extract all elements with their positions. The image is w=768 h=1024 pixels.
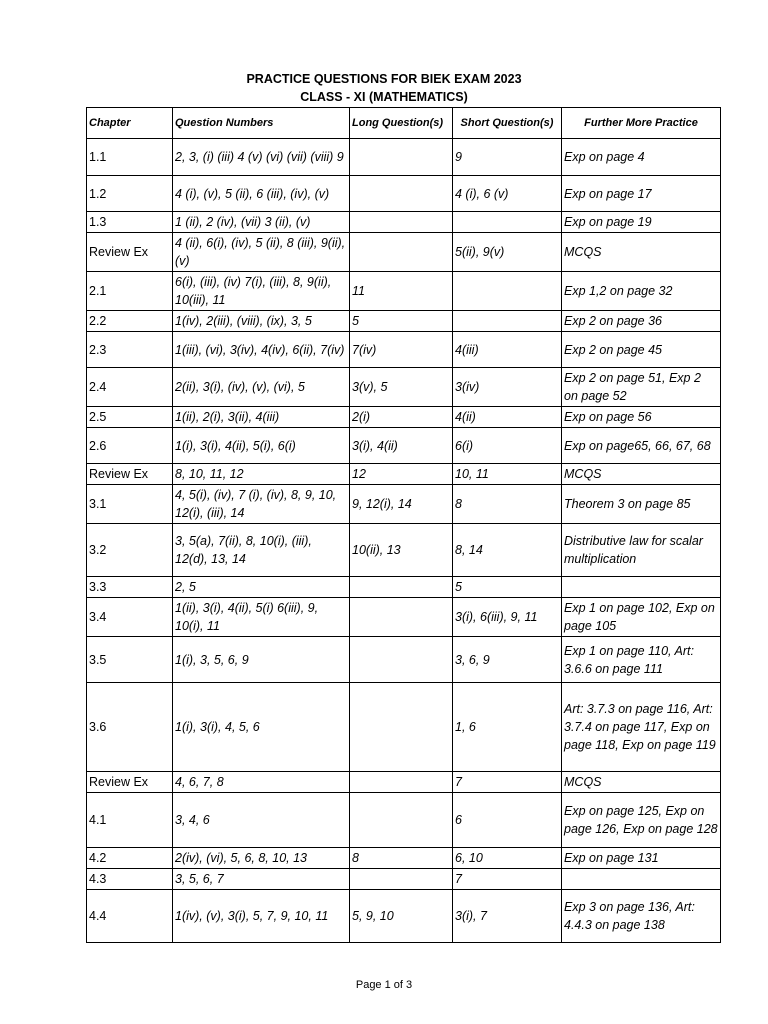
cell-chapter: 4.4 xyxy=(87,890,173,943)
cell-long-questions: 7(iv) xyxy=(350,332,453,368)
cell-further-practice: Exp 2 on page 36 xyxy=(562,311,721,332)
cell-long-questions: 2(i) xyxy=(350,407,453,428)
cell-question-numbers: 4, 6, 7, 8 xyxy=(173,772,350,793)
document-title: PRACTICE QUESTIONS FOR BIEK EXAM 2023 xyxy=(246,72,522,86)
cell-chapter: 1.2 xyxy=(87,176,173,212)
cell-short-questions: 8 xyxy=(453,485,562,524)
table-row xyxy=(87,598,721,637)
cell-short-questions: 5(ii), 9(v) xyxy=(453,233,562,272)
cell-long-questions: 11 xyxy=(350,272,453,311)
cell-short-questions: 9 xyxy=(453,139,562,176)
cell-short-questions: 4(iii) xyxy=(453,332,562,368)
cell-further-practice xyxy=(562,869,721,890)
table-row xyxy=(87,848,721,869)
cell-long-questions xyxy=(350,683,453,772)
cell-long-questions xyxy=(350,577,453,598)
cell-question-numbers: 1 (ii), 2 (iv), (vii) 3 (ii), (v) xyxy=(173,212,350,233)
cell-chapter: 2.4 xyxy=(87,368,173,407)
header-chapter: Chapter xyxy=(87,108,173,139)
cell-short-questions xyxy=(453,212,562,233)
cell-short-questions: 4(ii) xyxy=(453,407,562,428)
cell-further-practice: Exp 1 on page 110, Art: 3.6.6 on page 111 xyxy=(562,637,721,683)
document-subtitle: CLASS - XI (MATHEMATICS) xyxy=(300,90,468,104)
cell-question-numbers: 1(i), 3, 5, 6, 9 xyxy=(173,637,350,683)
cell-long-questions xyxy=(350,598,453,637)
cell-further-practice: Exp 2 on page 51, Exp 2 on page 52 xyxy=(562,368,721,407)
cell-long-questions: 10(ii), 13 xyxy=(350,524,453,577)
cell-question-numbers: 1(ii), 3(i), 4(ii), 5(i) 6(iii), 9, 10(i), 11 xyxy=(173,598,350,637)
header-long-questions: Long Question(s) xyxy=(350,108,453,139)
header-short-questions: Short Question(s) xyxy=(453,108,562,139)
cell-further-practice: Exp 3 on page 136, Art: 4.4.3 on page 138 xyxy=(562,890,721,943)
cell-question-numbers: 1(iv), (v), 3(i), 5, 7, 9, 10, 11 xyxy=(173,890,350,943)
cell-further-practice: Distributive law for scalar multiplication xyxy=(562,524,721,577)
table-row xyxy=(87,311,721,332)
cell-further-practice: Exp on page 4 xyxy=(562,139,721,176)
cell-chapter: 3.3 xyxy=(87,577,173,598)
cell-chapter: 3.5 xyxy=(87,637,173,683)
cell-further-practice xyxy=(562,577,721,598)
table-row xyxy=(87,683,721,772)
cell-further-practice: Exp on page 56 xyxy=(562,407,721,428)
cell-short-questions: 3(iv) xyxy=(453,368,562,407)
cell-short-questions: 6 xyxy=(453,793,562,848)
cell-short-questions: 8, 14 xyxy=(453,524,562,577)
table-row xyxy=(87,139,721,176)
cell-question-numbers: 2(ii), 3(i), (iv), (v), (vi), 5 xyxy=(173,368,350,407)
cell-short-questions xyxy=(453,272,562,311)
table-row xyxy=(87,793,721,848)
cell-question-numbers: 1(iv), 2(iii), (viii), (ix), 3, 5 xyxy=(173,311,350,332)
cell-chapter: 1.1 xyxy=(87,139,173,176)
cell-long-questions xyxy=(350,212,453,233)
header-further-practice: Further More Practice xyxy=(562,108,721,139)
cell-chapter: 1.3 xyxy=(87,212,173,233)
cell-chapter: 4.1 xyxy=(87,793,173,848)
cell-short-questions: 3(i), 6(iii), 9, 11 xyxy=(453,598,562,637)
cell-chapter: 3.4 xyxy=(87,598,173,637)
cell-long-questions: 3(i), 4(ii) xyxy=(350,428,453,464)
cell-further-practice: Art: 3.7.3 on page 116, Art: 3.7.4 on page 117, Exp on page 118, Exp on page 119 xyxy=(562,683,721,772)
table-row xyxy=(87,890,721,943)
cell-short-questions: 6(i) xyxy=(453,428,562,464)
cell-chapter: Review Ex xyxy=(87,233,173,272)
cell-chapter: 3.6 xyxy=(87,683,173,772)
cell-chapter: Review Ex xyxy=(87,464,173,485)
table-row xyxy=(87,233,721,272)
cell-question-numbers: 4, 5(i), (iv), 7 (i), (iv), 8, 9, 10, 12(i), (iii), 14 xyxy=(173,485,350,524)
cell-further-practice: Exp 1 on page 102, Exp on page 105 xyxy=(562,598,721,637)
table-body xyxy=(87,139,721,943)
cell-long-questions xyxy=(350,233,453,272)
table-row xyxy=(87,332,721,368)
cell-long-questions: 3(v), 5 xyxy=(350,368,453,407)
cell-further-practice: Exp on page 131 xyxy=(562,848,721,869)
cell-question-numbers: 3, 5, 6, 7 xyxy=(173,869,350,890)
cell-short-questions xyxy=(453,311,562,332)
cell-further-practice: MCQS xyxy=(562,233,721,272)
table-header-row xyxy=(87,108,721,139)
cell-chapter: 2.2 xyxy=(87,311,173,332)
cell-short-questions: 3, 6, 9 xyxy=(453,637,562,683)
cell-further-practice: MCQS xyxy=(562,772,721,793)
table-row xyxy=(87,407,721,428)
cell-chapter: Review Ex xyxy=(87,772,173,793)
cell-short-questions: 10, 11 xyxy=(453,464,562,485)
cell-further-practice: Exp on page 17 xyxy=(562,176,721,212)
cell-question-numbers: 3, 5(a), 7(ii), 8, 10(i), (iii), 12(d), 13, 14 xyxy=(173,524,350,577)
cell-chapter: 2.6 xyxy=(87,428,173,464)
cell-further-practice: Exp on page 19 xyxy=(562,212,721,233)
practice-questions-table xyxy=(86,107,721,943)
table-row xyxy=(87,524,721,577)
cell-long-questions xyxy=(350,772,453,793)
cell-question-numbers: 1(iii), (vi), 3(iv), 4(iv), 6(ii), 7(iv) xyxy=(173,332,350,368)
header-question-numbers: Question Numbers xyxy=(173,108,350,139)
table-row xyxy=(87,485,721,524)
cell-question-numbers: 4 (i), (v), 5 (ii), 6 (iii), (iv), (v) xyxy=(173,176,350,212)
cell-further-practice: Exp 1,2 on page 32 xyxy=(562,272,721,311)
cell-further-practice: Exp on page65, 66, 67, 68 xyxy=(562,428,721,464)
cell-question-numbers: 6(i), (iii), (iv) 7(i), (iii), 8, 9(ii), 10(iii), 11 xyxy=(173,272,350,311)
cell-chapter: 2.1 xyxy=(87,272,173,311)
cell-question-numbers: 1(ii), 2(i), 3(ii), 4(iii) xyxy=(173,407,350,428)
cell-long-questions: 5, 9, 10 xyxy=(350,890,453,943)
table-row xyxy=(87,464,721,485)
cell-long-questions: 12 xyxy=(350,464,453,485)
cell-further-practice: Theorem 3 on page 85 xyxy=(562,485,721,524)
cell-chapter: 2.5 xyxy=(87,407,173,428)
cell-further-practice: MCQS xyxy=(562,464,721,485)
cell-chapter: 3.1 xyxy=(87,485,173,524)
cell-chapter: 4.3 xyxy=(87,869,173,890)
cell-short-questions: 1, 6 xyxy=(453,683,562,772)
table-row xyxy=(87,368,721,407)
cell-long-questions: 5 xyxy=(350,311,453,332)
cell-long-questions xyxy=(350,139,453,176)
cell-long-questions xyxy=(350,793,453,848)
cell-short-questions: 6, 10 xyxy=(453,848,562,869)
table-row xyxy=(87,176,721,212)
table-row xyxy=(87,428,721,464)
cell-question-numbers: 1(i), 3(i), 4(ii), 5(i), 6(i) xyxy=(173,428,350,464)
table-row xyxy=(87,272,721,311)
cell-short-questions: 3(i), 7 xyxy=(453,890,562,943)
cell-chapter: 3.2 xyxy=(87,524,173,577)
cell-chapter: 4.2 xyxy=(87,848,173,869)
cell-long-questions: 8 xyxy=(350,848,453,869)
cell-question-numbers: 2, 5 xyxy=(173,577,350,598)
cell-short-questions: 7 xyxy=(453,772,562,793)
cell-chapter: 2.3 xyxy=(87,332,173,368)
cell-question-numbers: 2(iv), (vi), 5, 6, 8, 10, 13 xyxy=(173,848,350,869)
table-row xyxy=(87,637,721,683)
cell-further-practice: Exp on page 125, Exp on page 126, Exp on page 128 xyxy=(562,793,721,848)
cell-short-questions: 5 xyxy=(453,577,562,598)
table-row xyxy=(87,577,721,598)
cell-long-questions: 9, 12(i), 14 xyxy=(350,485,453,524)
cell-question-numbers: 2, 3, (i) (iii) 4 (v) (vi) (vii) (viii) 9 xyxy=(173,139,350,176)
cell-long-questions xyxy=(350,869,453,890)
cell-further-practice: Exp 2 on page 45 xyxy=(562,332,721,368)
cell-long-questions xyxy=(350,176,453,212)
cell-long-questions xyxy=(350,637,453,683)
cell-question-numbers: 3, 4, 6 xyxy=(173,793,350,848)
table-row xyxy=(87,869,721,890)
cell-short-questions: 4 (i), 6 (v) xyxy=(453,176,562,212)
cell-question-numbers: 4 (ii), 6(i), (iv), 5 (ii), 8 (iii), 9(ii), (v) xyxy=(173,233,350,272)
table-row xyxy=(87,772,721,793)
cell-question-numbers: 8, 10, 11, 12 xyxy=(173,464,350,485)
table-row xyxy=(87,212,721,233)
cell-question-numbers: 1(i), 3(i), 4, 5, 6 xyxy=(173,683,350,772)
cell-short-questions: 7 xyxy=(453,869,562,890)
page-footer: Page 1 of 3 xyxy=(355,979,413,991)
